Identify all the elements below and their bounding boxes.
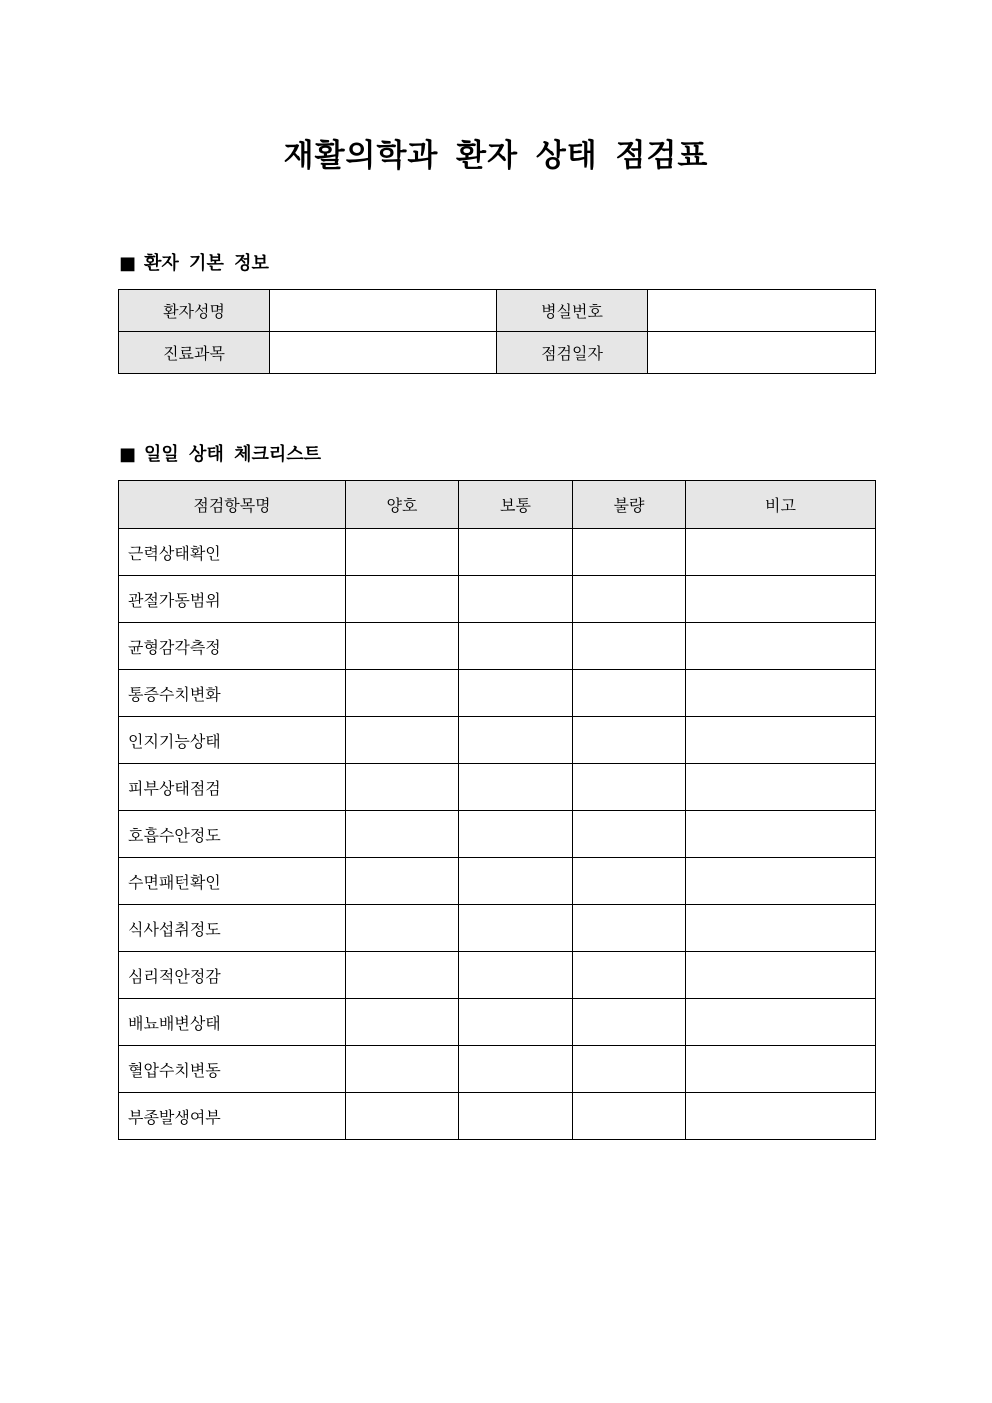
- normal-cell[interactable]: [459, 905, 573, 952]
- daily-checklist-table: [118, 480, 876, 1140]
- normal-cell[interactable]: [459, 529, 573, 576]
- column-header-item: 점검항목명: [119, 481, 346, 529]
- remarks-cell[interactable]: [686, 670, 876, 717]
- good-cell[interactable]: [346, 1093, 459, 1140]
- remarks-cell[interactable]: [686, 576, 876, 623]
- checklist-item-label: 균형감각측정: [119, 623, 346, 670]
- department-field[interactable]: [270, 332, 497, 374]
- patient-name-field[interactable]: [270, 290, 497, 332]
- table-row: [119, 952, 876, 999]
- patient-name-label: 환자성명: [119, 290, 270, 332]
- remarks-cell[interactable]: [686, 952, 876, 999]
- room-number-field[interactable]: [648, 290, 876, 332]
- check-date-field[interactable]: [648, 332, 876, 374]
- checklist-item-label: 관절가동범위: [119, 576, 346, 623]
- poor-cell[interactable]: [573, 670, 686, 717]
- page-title: 재활의학과 환자 상태 점검표: [283, 138, 709, 174]
- normal-cell[interactable]: [459, 811, 573, 858]
- poor-cell[interactable]: [573, 952, 686, 999]
- good-cell[interactable]: [346, 576, 459, 623]
- poor-cell[interactable]: [573, 1046, 686, 1093]
- remarks-cell[interactable]: [686, 811, 876, 858]
- normal-cell[interactable]: [459, 1093, 573, 1140]
- table-row: [119, 811, 876, 858]
- normal-cell[interactable]: [459, 717, 573, 764]
- checklist-item-label: 통증수치변화: [119, 670, 346, 717]
- column-header-good: 양호: [346, 481, 459, 529]
- poor-cell[interactable]: [573, 858, 686, 905]
- good-cell[interactable]: [346, 905, 459, 952]
- checklist-item-label: 심리적안정감: [119, 952, 346, 999]
- table-row: [119, 764, 876, 811]
- checklist-header-row: [119, 481, 876, 529]
- remarks-cell[interactable]: [686, 999, 876, 1046]
- poor-cell[interactable]: [573, 576, 686, 623]
- remarks-cell[interactable]: [686, 1046, 876, 1093]
- checklist-item-label: 혈압수치변동: [119, 1046, 346, 1093]
- good-cell[interactable]: [346, 529, 459, 576]
- remarks-cell[interactable]: [686, 623, 876, 670]
- table-row: [119, 623, 876, 670]
- column-header-normal: 보통: [459, 481, 573, 529]
- checklist-item-label: 식사섭취정도: [119, 905, 346, 952]
- normal-cell[interactable]: [459, 623, 573, 670]
- column-header-remarks: 비고: [686, 481, 876, 529]
- poor-cell[interactable]: [573, 811, 686, 858]
- good-cell[interactable]: [346, 717, 459, 764]
- poor-cell[interactable]: [573, 717, 686, 764]
- table-row: [119, 1046, 876, 1093]
- remarks-cell[interactable]: [686, 717, 876, 764]
- table-row: [119, 905, 876, 952]
- good-cell[interactable]: [346, 670, 459, 717]
- good-cell[interactable]: [346, 999, 459, 1046]
- table-row: [119, 717, 876, 764]
- checklist-item-label: 피부상태점검: [119, 764, 346, 811]
- checklist-item-label: 근력상태확인: [119, 529, 346, 576]
- table-row: [119, 529, 876, 576]
- good-cell[interactable]: [346, 952, 459, 999]
- checklist-item-label: 인지기능상태: [119, 717, 346, 764]
- checklist-item-label: 배뇨배변상태: [119, 999, 346, 1046]
- good-cell[interactable]: [346, 858, 459, 905]
- table-row: [119, 576, 876, 623]
- normal-cell[interactable]: [459, 764, 573, 811]
- checklist-item-label: 호흡수안정도: [119, 811, 346, 858]
- patient-info-table: [118, 289, 876, 374]
- square-bullet-icon: ■: [119, 253, 137, 274]
- normal-cell[interactable]: [459, 858, 573, 905]
- poor-cell[interactable]: [573, 623, 686, 670]
- normal-cell[interactable]: [459, 1046, 573, 1093]
- table-row: [119, 1093, 876, 1140]
- good-cell[interactable]: [346, 811, 459, 858]
- poor-cell[interactable]: [573, 905, 686, 952]
- checklist-item-label: 수면패턴확인: [119, 858, 346, 905]
- remarks-cell[interactable]: [686, 858, 876, 905]
- checklist-item-label: 부종발생여부: [119, 1093, 346, 1140]
- patient-info-row: [119, 332, 876, 374]
- normal-cell[interactable]: [459, 670, 573, 717]
- remarks-cell[interactable]: [686, 764, 876, 811]
- normal-cell[interactable]: [459, 999, 573, 1046]
- room-number-label: 병실번호: [497, 290, 648, 332]
- poor-cell[interactable]: [573, 999, 686, 1046]
- section-heading-checklist: [119, 442, 321, 468]
- column-header-poor: 불량: [573, 481, 686, 529]
- normal-cell[interactable]: [459, 576, 573, 623]
- remarks-cell[interactable]: [686, 1093, 876, 1140]
- poor-cell[interactable]: [573, 764, 686, 811]
- remarks-cell[interactable]: [686, 529, 876, 576]
- section-heading-label: 일일 상태 체크리스트: [144, 444, 322, 465]
- good-cell[interactable]: [346, 764, 459, 811]
- poor-cell[interactable]: [573, 1093, 686, 1140]
- good-cell[interactable]: [346, 623, 459, 670]
- section-heading-patient-info: [119, 251, 269, 277]
- department-label: 진료과목: [119, 332, 270, 374]
- square-bullet-icon: ■: [119, 444, 137, 465]
- check-date-label: 점검일자: [497, 332, 648, 374]
- table-row: [119, 858, 876, 905]
- table-row: [119, 999, 876, 1046]
- table-row: [119, 670, 876, 717]
- patient-info-row: [119, 290, 876, 332]
- remarks-cell[interactable]: [686, 905, 876, 952]
- good-cell[interactable]: [346, 1046, 459, 1093]
- normal-cell[interactable]: [459, 952, 573, 999]
- section-heading-label: 환자 기본 정보: [144, 253, 269, 274]
- poor-cell[interactable]: [573, 529, 686, 576]
